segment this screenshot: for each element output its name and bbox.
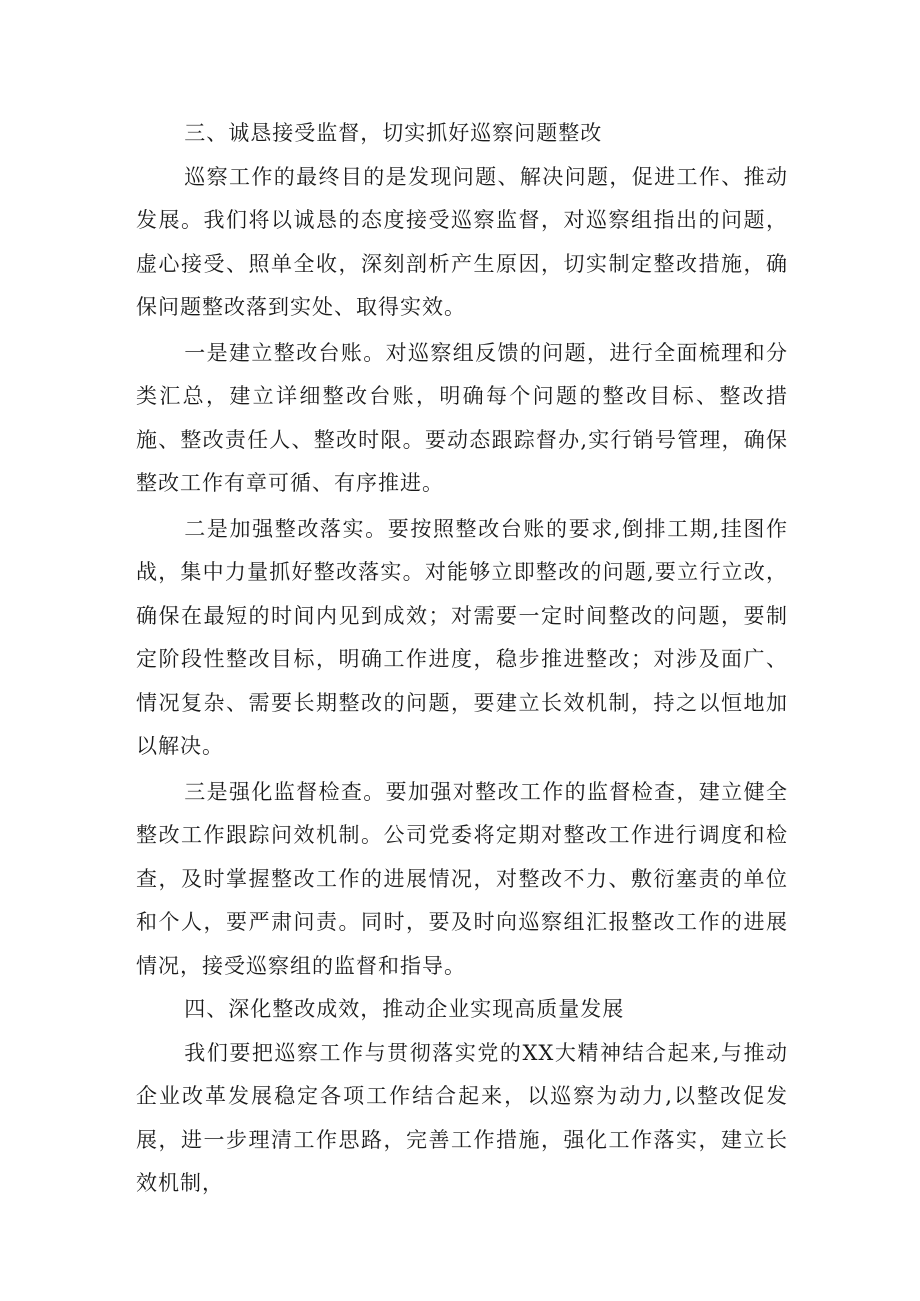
document-page (136, 112, 788, 1206)
paragraph-3-3: 二是加强整改落实。要按照整改台账的要求,倒排工期,挂图作战，集中力量抓好整改落实。对能够立即整改的问题,要立行立改，确保在最短的时间内见到成效；对需要一定时间整改的问题，要制定阶段性整改目标，明确工作进度，稳步推进整改；对涉及面广、情况复杂、需要长期整改的问题，要建立长效机制，持之以恒地加以解决。 (136, 516, 788, 758)
paragraph-3-2: 一是建立整改台账。对巡察组反馈的问题，进行全面梳理和分类汇总，建立详细整改台账，明确每个问题的整改目标、整改措施、整改责任人、整改时限。要动态跟踪督办,实行销号管理，确保整改工作有章可循、有序推进。 (136, 340, 788, 495)
paragraph-3-4: 三是强化监督检查。要加强对整改工作的监督检查，建立健全整改工作跟踪问效机制。公司党委将定期对整改工作进行调度和检查，及时掌握整改工作的进展情况，对整改不力、敷衍塞责的单位和个人，要严肃问责。同时，要及时向巡察组汇报整改工作的进展情况，接受巡察组的监督和指导。 (136, 779, 788, 978)
section-heading-3: 三、诚恳接受监督，切实抓好巡察问题整改 (184, 121, 603, 145)
section-heading-4: 四、深化整改成效，推动企业实现高质量发展 (184, 997, 625, 1021)
paragraph-3-1: 巡察工作的最终目的是发现问题、解决问题，促进工作、推动发展。我们将以诚恳的态度接受巡察监督，对巡察组指出的问题，虚心接受、照单全收，深刻剖析产生原因，切实制定整改措施，确保问题整改落到实处、取得实效。 (136, 164, 788, 319)
paragraph-4-1: 我们要把巡察工作与贯彻落实党的XX大精神结合起来,与推动企业改革发展稳定各项工作结合起来，以巡察为动力,以整改促发展，进一步理清工作思路，完善工作措施，强化工作落实，建立长效机制， (136, 1040, 788, 1195)
